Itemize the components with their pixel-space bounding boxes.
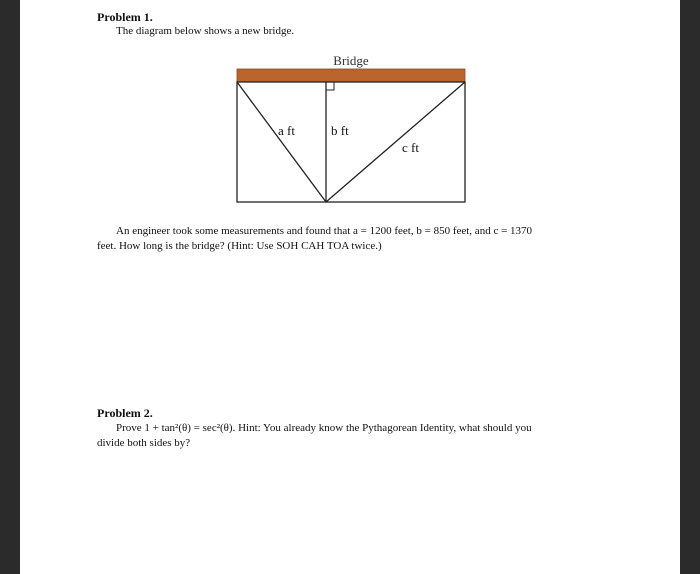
problem-1-title: Problem 1. — [97, 10, 153, 24]
problem-2-text-line2: divide both sides by? — [97, 437, 191, 449]
document-page — [20, 0, 680, 574]
bridge-deck — [237, 69, 465, 82]
bridge-frame — [237, 82, 465, 202]
side-c-label: c ft — [402, 140, 419, 155]
side-a-line — [237, 82, 326, 202]
right-angle-marker — [326, 82, 334, 90]
side-a-label: a ft — [278, 123, 295, 138]
problem-2-title: Problem 2. — [97, 406, 153, 420]
side-b-label: b ft — [331, 123, 349, 138]
side-c-line — [326, 82, 465, 202]
bridge-label: Bridge — [333, 53, 369, 68]
problem-1-text-line1: An engineer took some measurements and found that a = 1200 feet, b = 850 feet, and c = 1370 — [116, 225, 533, 237]
bridge-diagram — [230, 48, 470, 208]
problem-1-intro: The diagram below shows a new bridge. — [116, 25, 295, 37]
problem-2-text-line1: Prove 1 + tan²(θ) = sec²(θ). Hint: You already know the Pythagorean Identity, what should you — [116, 422, 532, 434]
problem-1-text-line2: feet. How long is the bridge? (Hint: Use SOH CAH TOA twice.) — [97, 240, 382, 252]
